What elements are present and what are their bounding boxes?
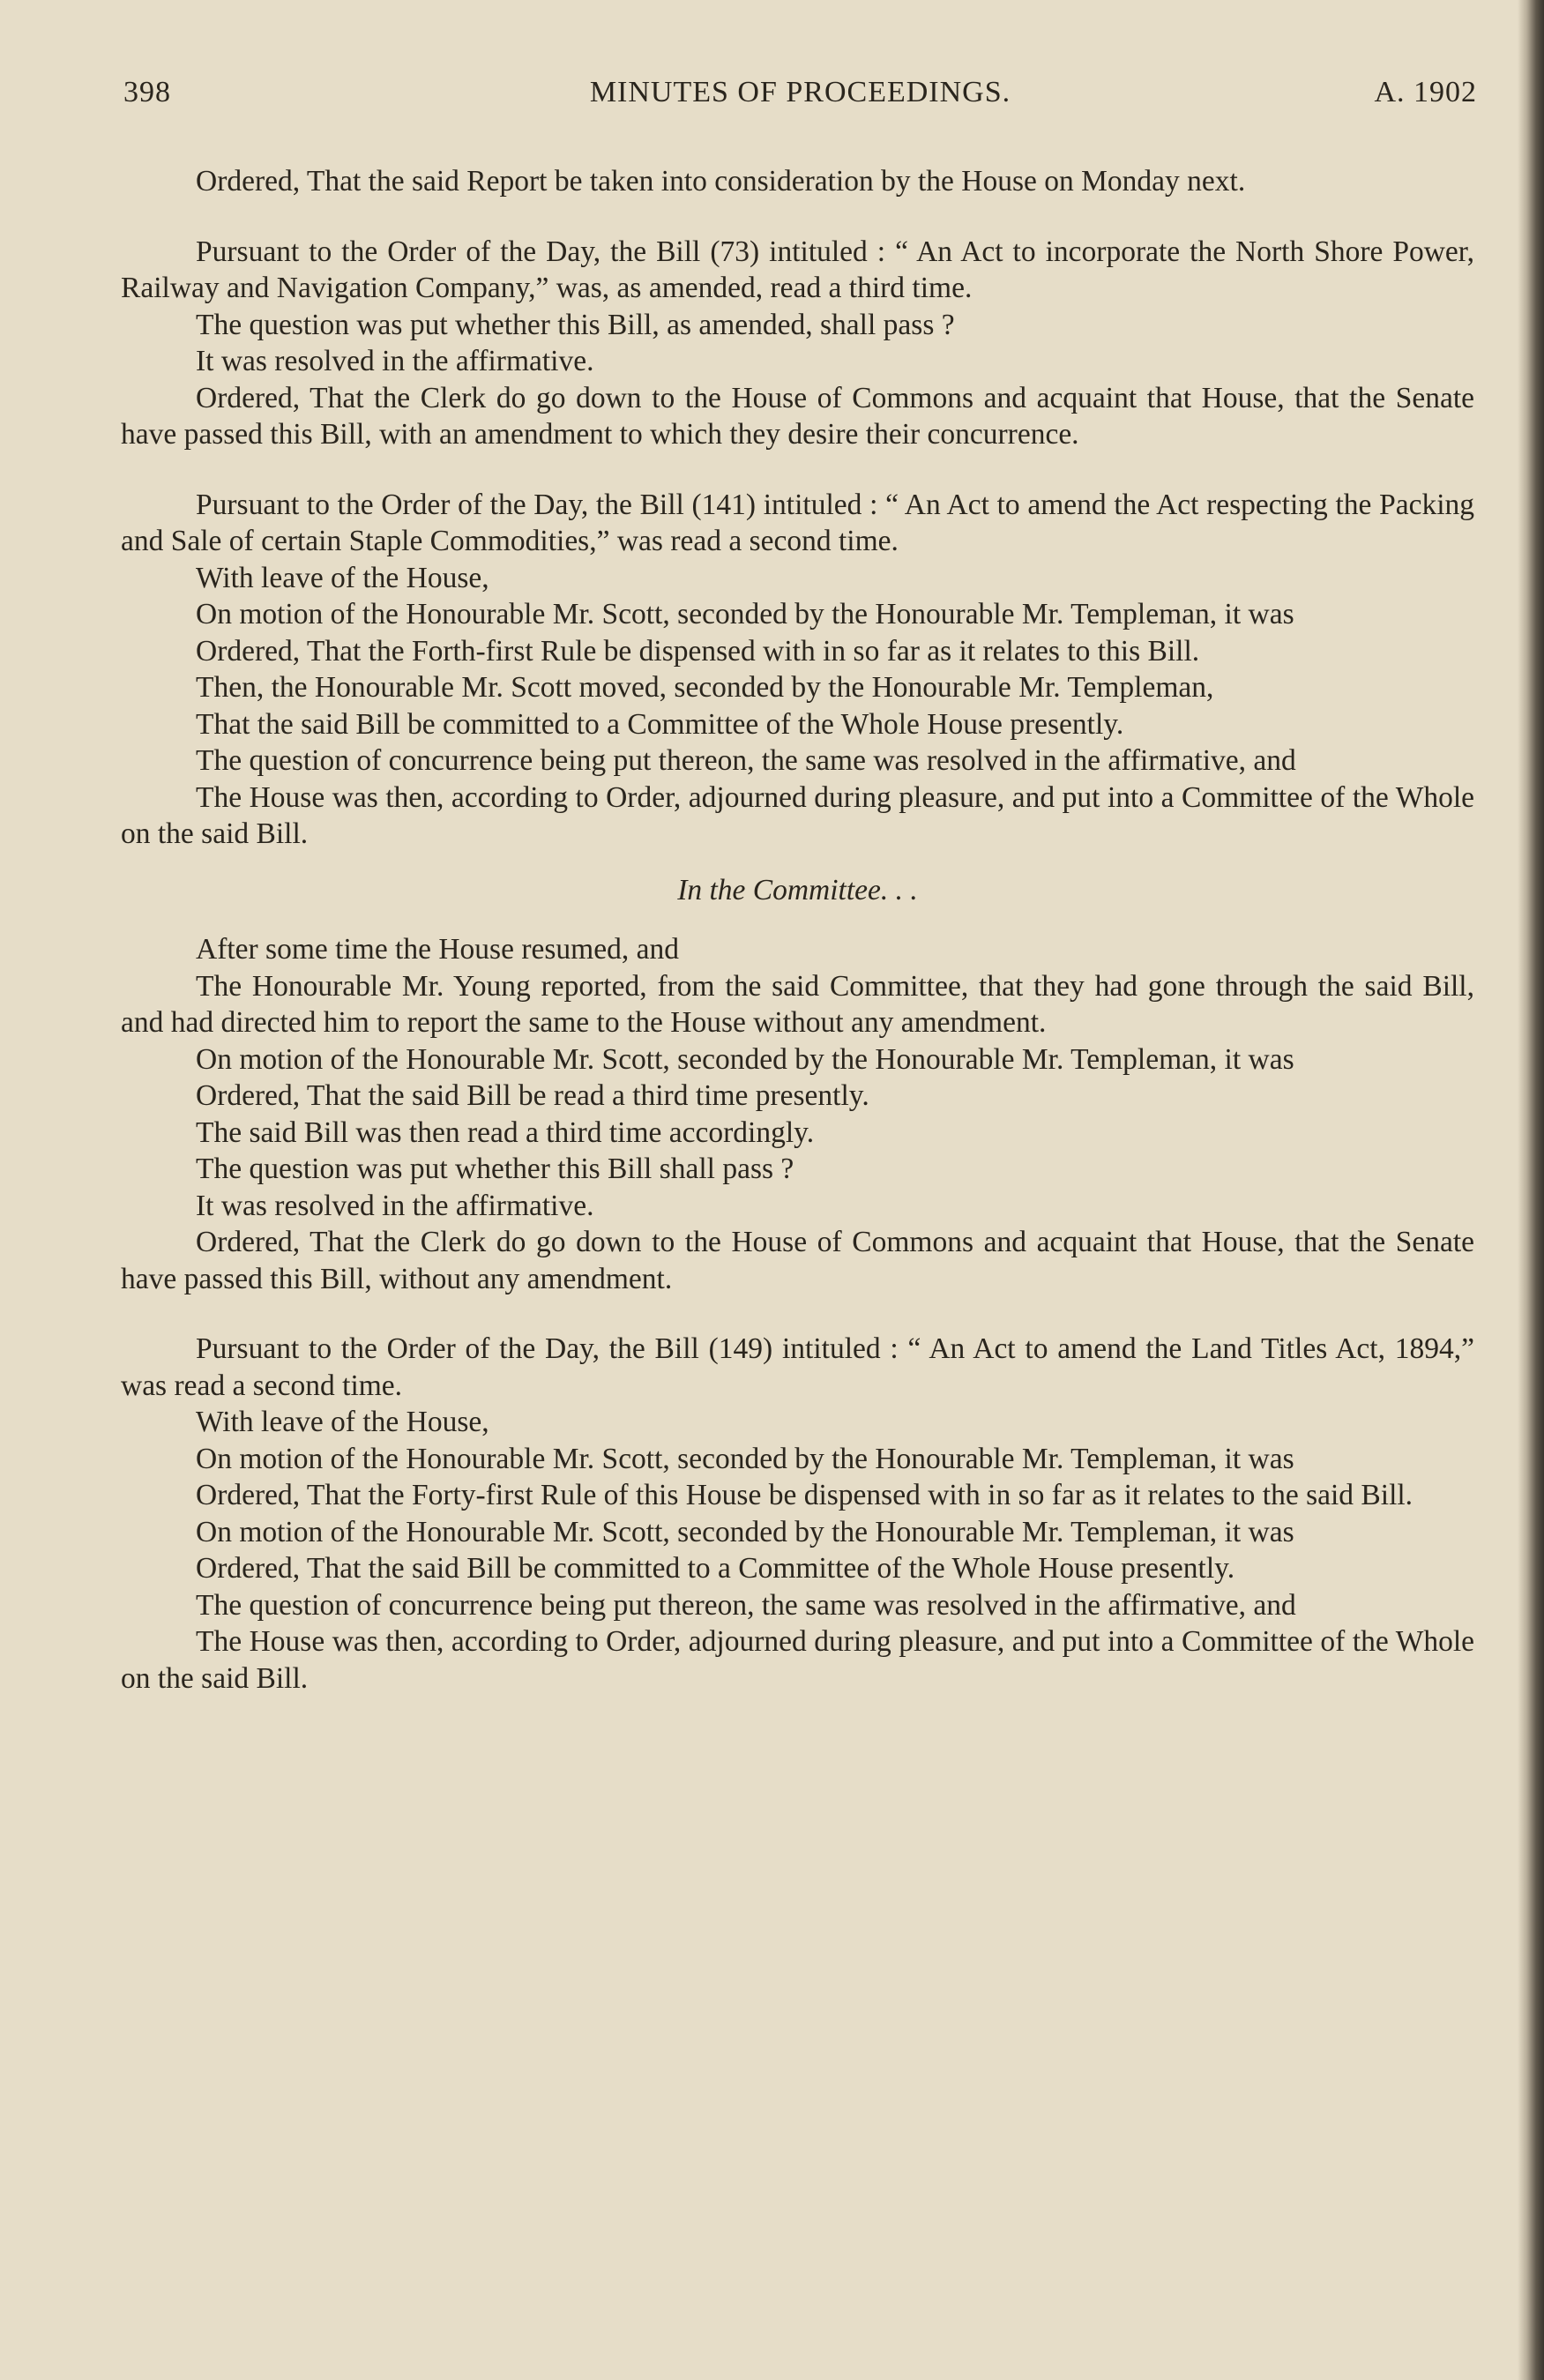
paragraph: The question was put whether this Bill, as amended, shall pass ? bbox=[196, 308, 955, 341]
paragraph: Ordered, That the Forth-first Rule be dispensed with in so far as it relates to this Bill. bbox=[196, 634, 1200, 668]
paragraph: After some time the House resumed, and bbox=[196, 933, 679, 966]
paragraph: On motion of the Honourable Mr. Scott, seconded by the Honourable Mr. Templeman, it was bbox=[196, 1042, 1294, 1076]
paragraph: Ordered, That the said Bill be read a third time presently. bbox=[196, 1079, 869, 1112]
page-number: 398 bbox=[123, 76, 171, 108]
paragraph: The said Bill was then read a third time accordingly. bbox=[196, 1115, 815, 1149]
paragraph: Ordered, That the Forty-first Rule of this House be dispensed with in so far as it relates to the said Bill. bbox=[196, 1479, 1413, 1511]
paragraph: The question of concurrence being put thereon, the same was resolved in the affirmative, and bbox=[196, 1588, 1296, 1622]
paragraph: Ordered, That the Clerk do go down to the House of Commons and acquaint that House, that the Senate have passed this Bill, without any amendment. bbox=[121, 1226, 1474, 1295]
paragraph: With leave of the House, bbox=[196, 561, 489, 594]
paragraph: With leave of the House, bbox=[196, 1406, 489, 1438]
paragraph: The House was then, according to Order, adjourned during pleasure, and put into a Committee of the Whole on the said Bill. bbox=[121, 780, 1474, 850]
paragraph: On motion of the Honourable Mr. Scott, seconded by the Honourable Mr. Templeman, it was bbox=[196, 1515, 1294, 1548]
paragraph: The House was then, according to Order, adjourned during pleasure, and put into a Committee of the Whole on the said Bill. bbox=[121, 1625, 1474, 1695]
page-header bbox=[123, 76, 1477, 120]
paragraph: Pursuant to the Order of the Day, the Bill (141) intituled : “ An Act to amend the Act respecting the Packing and Sale of certain Staple Commodities,” was read a second time. bbox=[121, 488, 1474, 557]
paragraph: It was resolved in the affirmative. bbox=[196, 1189, 594, 1222]
paragraph: That the said Bill be committed to a Committee of the Whole House presently. bbox=[196, 707, 1124, 741]
paragraph: Ordered, That the Clerk do go down to the House of Commons and acquaint that House, that the Senate have passed this Bill, with an amendment to which they desire their concurrence. bbox=[121, 381, 1474, 451]
paragraph: Ordered, That the said Bill be committed to a Committee of the Whole House presently. bbox=[196, 1552, 1235, 1585]
paragraph: It was resolved in the affirmative. bbox=[196, 345, 594, 377]
paragraph: The Honourable Mr. Young reported, from the said Committee, that they had gone through the said Bill, and had directed him to report the same to the House without any amendment. bbox=[121, 969, 1474, 1039]
paragraph: Pursuant to the Order of the Day, the Bill (73) intituled : “ An Act to incorporate the North Shore Power, Railway and Navigation Company,” was, as amended, read a third time. bbox=[121, 235, 1474, 304]
paragraph: The question of concurrence being put thereon, the same was resolved in the affirmative, and bbox=[196, 744, 1296, 777]
year-label: A. 1902 bbox=[1374, 76, 1477, 108]
paragraph: On motion of the Honourable Mr. Scott, seconded by the Honourable Mr. Templeman, it was bbox=[196, 598, 1294, 630]
page-body bbox=[121, 163, 1474, 1697]
paragraph: On motion of the Honourable Mr. Scott, seconded by the Honourable Mr. Templeman, it was bbox=[196, 1442, 1294, 1475]
paragraph: The question was put whether this Bill shall pass ? bbox=[196, 1153, 794, 1185]
page-binding-edge bbox=[1518, 0, 1544, 2380]
paragraph: Ordered, That the said Report be taken into consideration by the House on Monday next. bbox=[196, 165, 1246, 198]
section-heading: In the Committee. . . bbox=[677, 873, 918, 906]
running-title: MINUTES OF PROCEEDINGS. bbox=[589, 76, 1011, 108]
paragraph: Then, the Honourable Mr. Scott moved, seconded by the Honourable Mr. Templeman, bbox=[196, 671, 1214, 704]
paragraph: Pursuant to the Order of the Day, the Bill (149) intituled : “ An Act to amend the Land Titles Act, 1894,” was read a second time. bbox=[121, 1332, 1474, 1402]
